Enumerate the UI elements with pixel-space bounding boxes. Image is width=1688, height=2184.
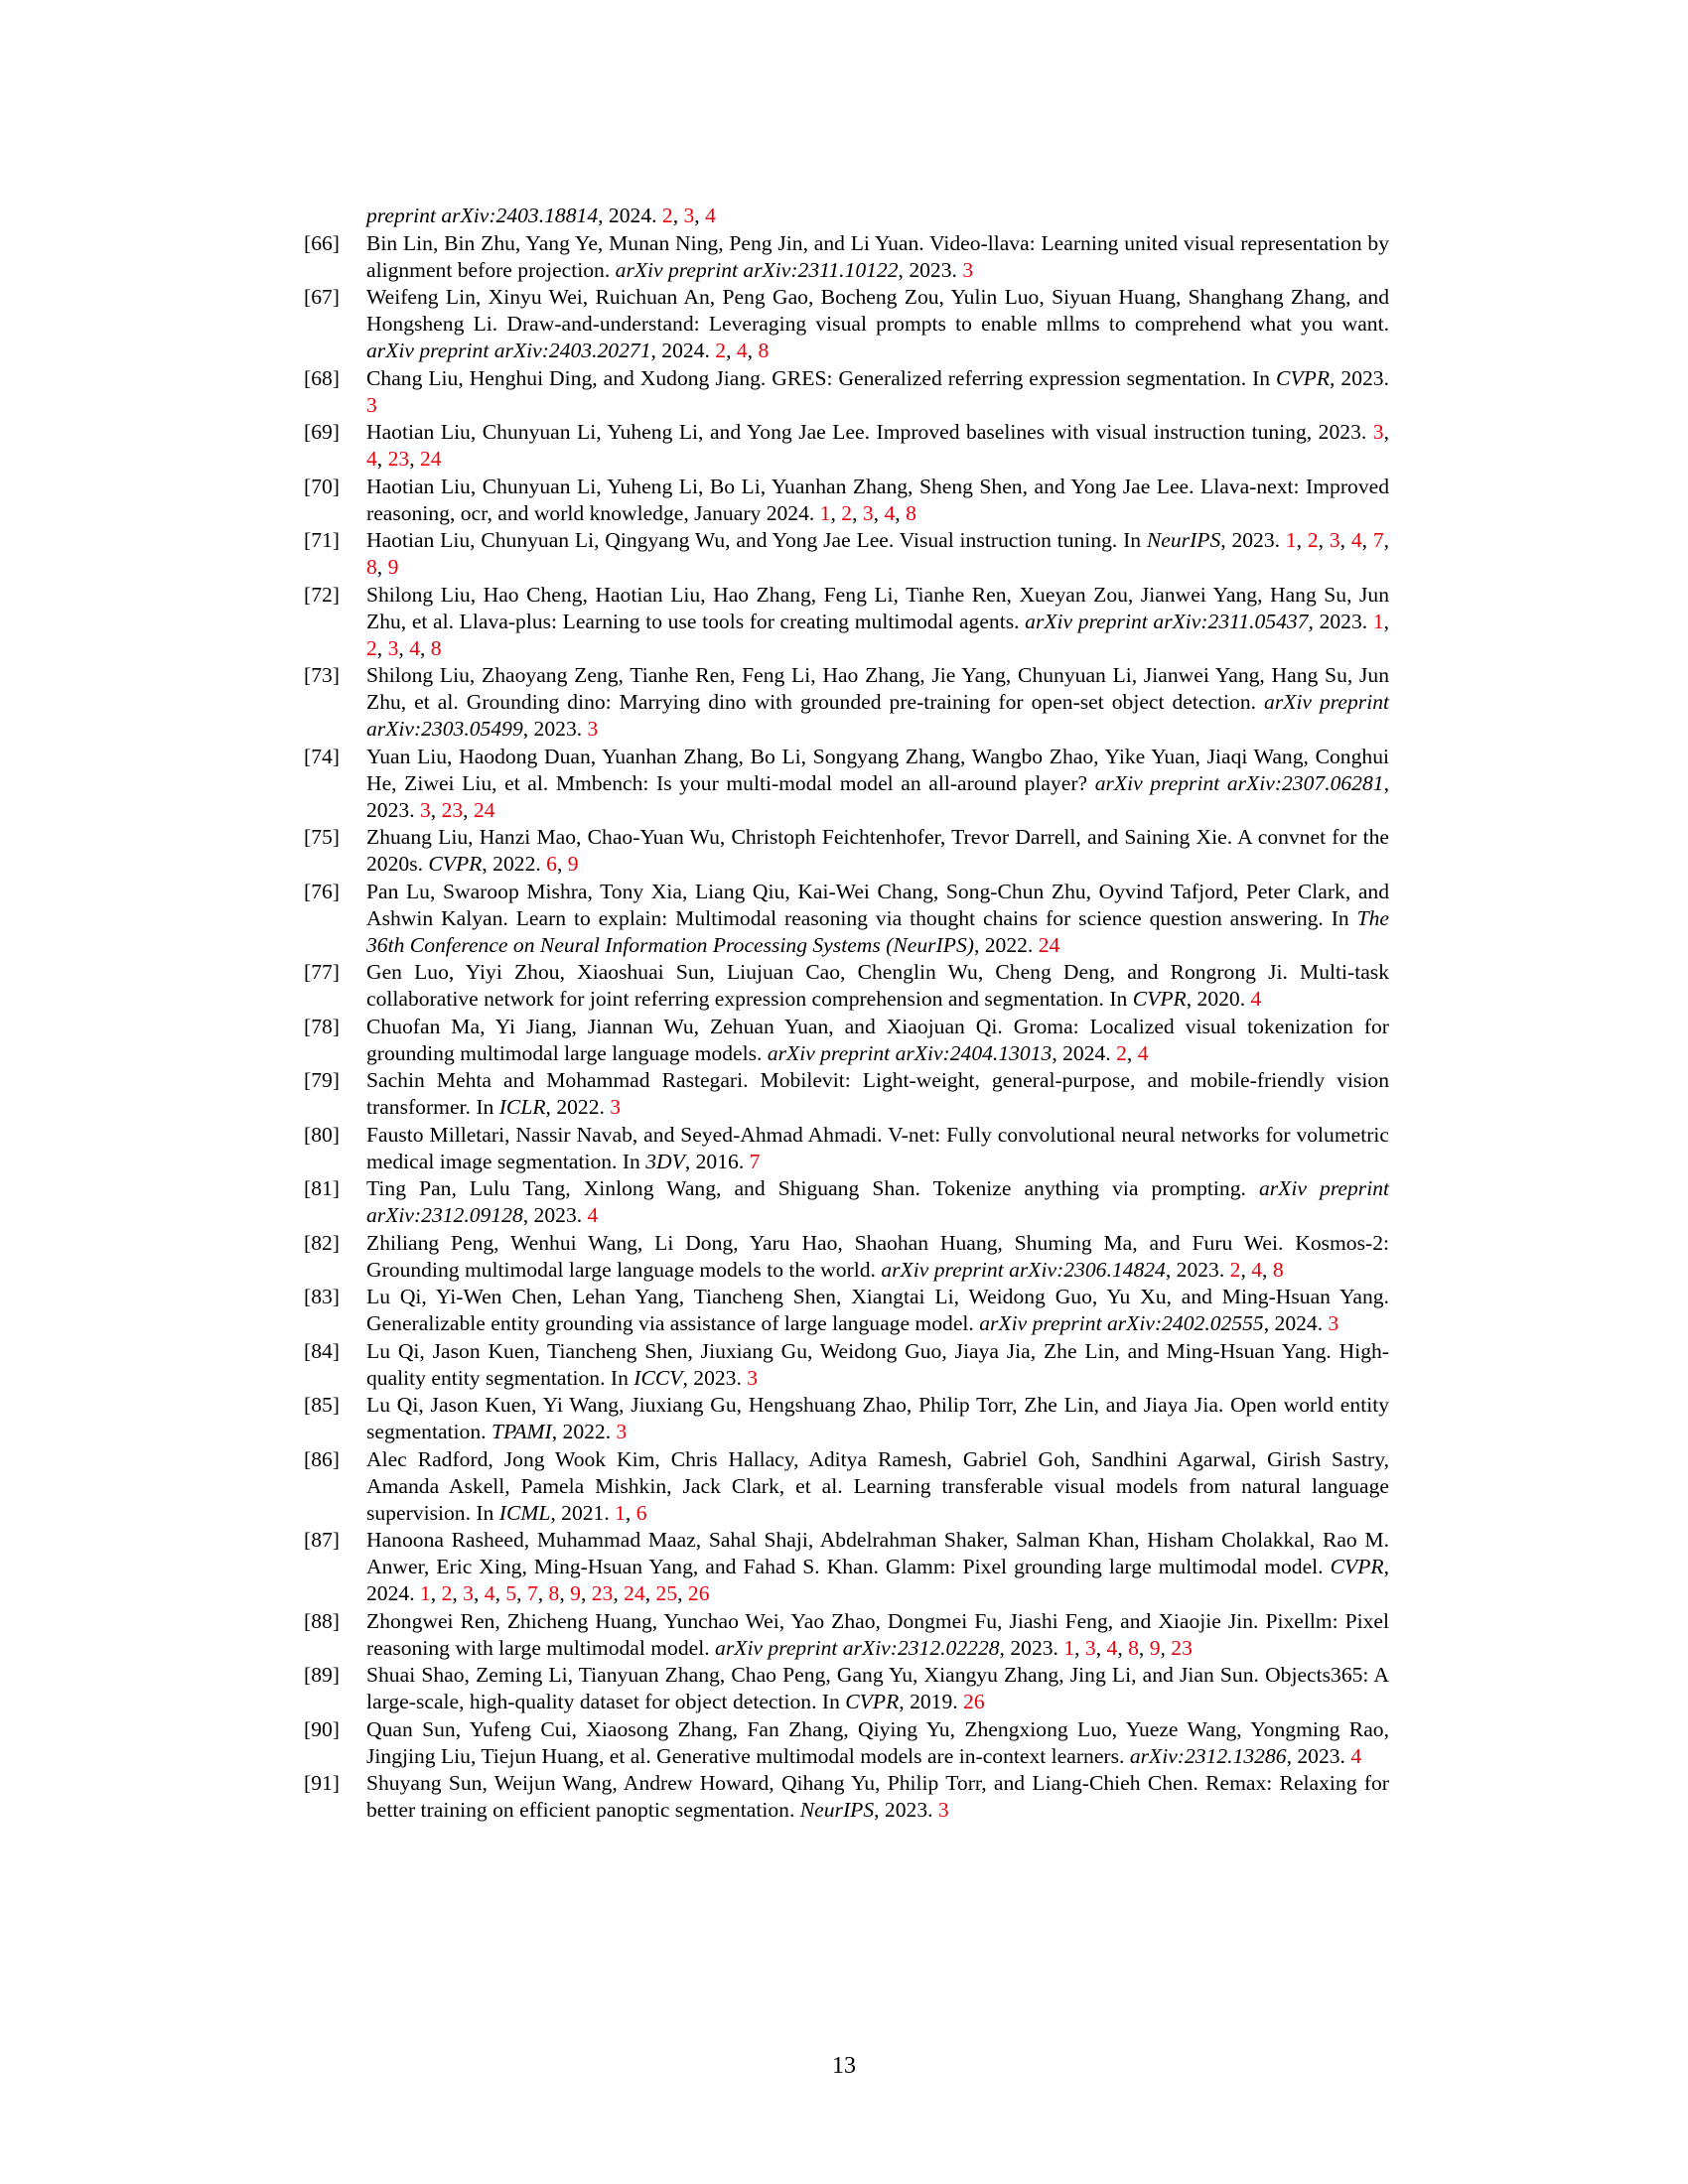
page-backlink[interactable]: 4	[1350, 1743, 1362, 1768]
page-backlink[interactable]: 23	[591, 1581, 614, 1605]
reference-text: Shuai Shao, Zeming Li, Tianyuan Zhang, Chao Peng, Gang Yu, Xiangyu Zhang, Jing Li, and Jian Sun. Objects365: A large-scale, high-quality dataset for object detection. In	[366, 1663, 1389, 1713]
page-backlink[interactable]: 8	[906, 500, 916, 525]
page-backlink[interactable]: 3	[366, 392, 377, 417]
reference-number: [73]	[304, 663, 340, 687]
reference-text: Hanoona Rasheed, Muhammad Maaz, Sahal Shaji, Abdelrahman Shaker, Salman Khan, Hisham Cholakkal, Rao M. Anwer, Eric Xing, Ming-Hsuan Yang, and Fahad S. Khan. Glamm: Pixel grounding large multimodal model.	[366, 1528, 1389, 1578]
reference-entry: [86] Alec Radford, Jong Wook Kim, Chris Hallacy, Aditya Ramesh, Gabriel Goh, Sandhini Agarwal, Girish Sastry, Amanda Askell, Pamela Mishkin, Jack Clark, et al. Learning transferable visual models from natural language supervision. In ICML, 2021. 1, 6	[304, 1446, 1389, 1525]
reference-entry	[304, 662, 1389, 743]
reference-venue: arXiv preprint arXiv:2403.20271	[366, 339, 651, 362]
reference-text: , 2019.	[899, 1690, 964, 1713]
reference-venue: arXiv preprint arXiv:2303.05499	[366, 690, 1389, 741]
reference-text: , 2021.	[550, 1500, 616, 1525]
reference-venue: ICML	[498, 1500, 551, 1525]
reference-number: [69]	[304, 420, 340, 444]
page-backlink[interactable]: 8	[548, 1581, 560, 1605]
reference-venue: preprint arXiv:2403.18814	[366, 204, 599, 227]
reference-number: [67]	[304, 285, 340, 309]
reference-entry: [88] Zhongwei Ren, Zhicheng Huang, Yunchao Wei, Yao Zhao, Dongmei Fu, Jiashi Feng, and Xiaojie Jin. Pixellm: Pixel reasoning with large multimodal model. arXiv preprint arXiv:2312.02228, 2023. 1, 3, 4, 8, 9, 23	[304, 1608, 1389, 1660]
reference-text: Alec Radford, Jong Wook Kim, Chris Hallacy, Aditya Ramesh, Gabriel Goh, Sandhini Agarwal, Girish Sastry, Amanda Askell, Pamela Mishkin, Jack Clark, et al. Learning transferable visual models from natural language supervision. In	[366, 1446, 1389, 1525]
page-backlink[interactable]: 2	[1116, 1040, 1127, 1065]
reference-entry: preprint arXiv:2403.18814, 2024. 2, 3, 4	[366, 204, 716, 227]
reference-venue: arXiv preprint arXiv:2312.09128	[366, 1176, 1389, 1227]
page-backlink[interactable]: 1	[1372, 609, 1384, 633]
page-backlink[interactable]: 8	[1272, 1257, 1284, 1282]
page-backlink[interactable]: 23	[1171, 1635, 1193, 1660]
reference-text: , 2024.	[366, 1555, 1389, 1605]
page-backlink[interactable]: 9	[387, 555, 399, 579]
page-backlink[interactable]: 2	[441, 1581, 453, 1605]
page-backlink[interactable]: 4	[409, 635, 420, 660]
reference-text: , 2023.	[1165, 1257, 1230, 1282]
reference-text: , 2022.	[551, 1420, 617, 1443]
reference-venue: arXiv preprint arXiv:2404.13013	[767, 1040, 1053, 1065]
reference-venue: arXiv preprint arXiv:2402.02555	[979, 1311, 1264, 1335]
page-backlink[interactable]: 4	[366, 447, 377, 471]
reference-text: , 2016.	[684, 1149, 750, 1173]
reference-number: [78]	[304, 1014, 340, 1038]
page-backlink[interactable]: 4	[1250, 987, 1262, 1011]
reference-text: , 2023.	[366, 770, 1389, 822]
reference-text: Haotian Liu, Chunyuan Li, Yuheng Li, and Yong Jae Lee. Improved baselines with visual instruction tuning, 2023.	[366, 420, 1373, 444]
page-backlink[interactable]: 8	[758, 339, 770, 362]
reference-entry	[304, 1122, 1389, 1175]
reference-text: , 2023.	[1330, 365, 1389, 390]
page-backlink[interactable]: 1	[1285, 528, 1297, 552]
reference-number: [91]	[304, 1771, 340, 1795]
reference-entry	[304, 1770, 1389, 1824]
reference-text: , 2023.	[522, 1203, 588, 1227]
reference-venue: TPAMI	[491, 1420, 552, 1443]
reference-text: Zhuang Liu, Hanzi Mao, Chao-Yuan Wu, Christoph Feichtenhofer, Trevor Darrell, and Saining Xie. A convnet for the 2020s.	[366, 825, 1389, 876]
reference-text: Zhiliang Peng, Wenhui Wang, Li Dong, Yaru Hao, Shaohan Huang, Shuming Ma, and Furu Wei. Kosmos-2: Grounding multimodal large language models to the world.	[366, 1230, 1389, 1282]
reference-text: , 2023.	[999, 1635, 1064, 1660]
reference-text: Sachin Mehta and Mohammad Rastegari. Mobilevit: Light-weight, general-purpose, and mobile-friendly vision transformer. In	[366, 1068, 1389, 1119]
page-backlink[interactable]: 2	[366, 635, 377, 660]
page-backlink[interactable]: 4	[884, 500, 896, 525]
reference-number: [83]	[304, 1285, 340, 1308]
reference-entry	[304, 365, 1389, 419]
page-backlink[interactable]: 3	[610, 1095, 622, 1119]
reference-number: [79]	[304, 1068, 340, 1092]
page-backlink[interactable]: 2	[715, 339, 727, 362]
reference-entry: [70] Haotian Liu, Chunyuan Li, Yuheng Li, Bo Li, Yuanhan Zhang, Sheng Shen, and Yong Jae Lee. Llava-next: Improved reasoning, ocr, and world knowledge, January 2024. 1, 2, 3, 4, 8	[304, 474, 1389, 525]
reference-text: Lu Qi, Jason Kuen, Tiancheng Shen, Jiuxiang Gu, Weidong Guo, Jiaya Jia, Zhe Lin, and Ming-Hsuan Yang. High-quality entity segmentation. In	[366, 1338, 1389, 1390]
page-backlink[interactable]: 24	[473, 797, 495, 822]
reference-entry: [75] Zhuang Liu, Hanzi Mao, Chao-Yuan Wu, Christoph Feichtenhofer, Trevor Darrell, and Saining Xie. A convnet for the 2020s. CVPR, 2022. 6, 9	[304, 825, 1389, 876]
reference-text: Lu Qi, Jason Kuen, Yi Wang, Jiuxiang Gu, Hengshuang Zhao, Philip Torr, Zhe Lin, and Jiaya Jia. Open world entity segmentation.	[366, 1393, 1389, 1443]
reference-number: [87]	[304, 1528, 340, 1552]
reference-venue: arXiv preprint arXiv:2306.14824	[881, 1257, 1166, 1282]
page-backlink[interactable]: 3	[937, 1798, 949, 1822]
reference-entry	[304, 1716, 1389, 1770]
reference-venue: The 36th Conference on Neural Information Processing Systems (NeurIPS)	[366, 905, 1389, 957]
reference-text: , 2023.	[1286, 1743, 1351, 1768]
page-backlink[interactable]: 3	[1329, 528, 1340, 552]
reference-text: , 2024.	[598, 204, 662, 227]
page-backlink[interactable]: 8	[1128, 1635, 1139, 1660]
reference-number: [89]	[304, 1663, 340, 1687]
reference-text: Haotian Liu, Chunyuan Li, Yuheng Li, Bo Li, Yuanhan Zhang, Sheng Shen, and Yong Jae Lee. Llava-next: Improved reasoning, ocr, and world knowledge, January 2024.	[366, 474, 1389, 525]
reference-text: Shilong Liu, Zhaoyang Zeng, Tianhe Ren, Feng Li, Hao Zhang, Jie Yang, Chunyuan Li, Jianwei Yang, Hang Su, Jun Zhu, et al. Grounding dino: Marrying dino with grounded pre-training for open-set object detection.	[366, 663, 1389, 714]
reference-entry	[304, 1338, 1389, 1392]
page-backlink[interactable]: 4	[705, 204, 716, 227]
reference-text: Chuofan Ma, Yi Jiang, Jiannan Wu, Zehuan Yuan, and Xiaojuan Qi. Groma: Localized visual tokenization for grounding multimodal large language models.	[366, 1014, 1389, 1065]
reference-venue: arXiv preprint arXiv:2312.02228	[715, 1635, 1000, 1660]
reference-venue: CVPR	[845, 1690, 900, 1713]
page-backlink[interactable]: 8	[366, 555, 377, 579]
reference-entry: [74] Yuan Liu, Haodong Duan, Yuanhan Zhang, Bo Li, Songyang Zhang, Wangbo Zhao, Yike Yuan, Jiaqi Wang, Conghui He, Ziwei Liu, et al. Mmbench: Is your multi-modal model an all-around player? arXiv preprint arXiv:2307.06281, 2023. 3, 23, 24	[304, 744, 1389, 822]
page-backlink[interactable]: 3	[463, 1581, 474, 1605]
page-number: 13	[832, 2053, 856, 2079]
reference-text: Fausto Milletari, Nassir Navab, and Seyed-Ahmad Ahmadi. V-net: Fully convolutional neural networks for volumetric medical image segmentation. In	[366, 1122, 1389, 1173]
page-backlink[interactable]: 4	[1251, 1257, 1263, 1282]
page-backlink[interactable]: 4	[1106, 1635, 1118, 1660]
page-backlink[interactable]: 3	[747, 1365, 759, 1390]
page-backlink[interactable]: 3	[587, 717, 599, 741]
page-backlink[interactable]: 3	[616, 1420, 628, 1443]
reference-text: Chang Liu, Henghui Ding, and Xudong Jiang. GRES: Generalized referring expression segmentation. In	[366, 365, 1277, 390]
page-backlink[interactable]: 24	[1038, 932, 1060, 957]
page-backlink[interactable]: 2	[841, 500, 853, 525]
reference-text: , 2022.	[482, 852, 547, 876]
reference-text: Shilong Liu, Hao Cheng, Haotian Liu, Hao Zhang, Feng Li, Tianhe Ren, Xueyan Zou, Jianwei Yang, Hang Su, Jun Zhu, et al. Llava-plus: Learning to use tools for creating multimodal agents.	[366, 582, 1389, 633]
reference-number: [75]	[304, 825, 340, 849]
reference-text: Ting Pan, Lulu Tang, Xinlong Wang, and Shiguang Shan. Tokenize anything via prompting.	[366, 1176, 1259, 1200]
reference-number: [77]	[304, 960, 340, 984]
page-backlink[interactable]: 4	[587, 1203, 599, 1227]
reference-text: Yuan Liu, Haodong Duan, Yuanhan Zhang, Bo Li, Songyang Zhang, Wangbo Zhao, Yike Yuan, Jiaqi Wang, Conghui He, Ziwei Liu, et al. Mmbench: Is your multi-modal model an all-around player?	[366, 744, 1389, 795]
reference-entry: [87] Hanoona Rasheed, Muhammad Maaz, Sahal Shaji, Abdelrahman Shaker, Salman Khan, Hisham Cholakkal, Rao M. Anwer, Eric Xing, Ming-Hsuan Yang, and Fahad S. Khan. Glamm: Pixel grounding large multimodal model. CVPR, 2024. 1, 2, 3, 4, 5, 7, 8, 9, 23, 24, 25, 26	[304, 1528, 1389, 1605]
reference-text: Shuyang Sun, Weijun Wang, Andrew Howard, Qihang Yu, Philip Torr, and Liang-Chieh Chen. Remax: Relaxing for better training on efficient panoptic segmentation.	[366, 1771, 1389, 1822]
reference-entry: [71] Haotian Liu, Chunyuan Li, Qingyang Wu, and Yong Jae Lee. Visual instruction tuning. In NeurIPS, 2023. 1, 2, 3, 4, 7, 8, 9	[304, 528, 1390, 579]
page-backlink[interactable]: 2	[1229, 1257, 1241, 1282]
page-backlink[interactable]: 7	[749, 1149, 761, 1173]
reference-number: [76]	[304, 879, 340, 903]
reference-text: Zhongwei Ren, Zhicheng Huang, Yunchao Wei, Yao Zhao, Dongmei Fu, Jiashi Feng, and Xiaojie Jin. Pixellm: Pixel reasoning with large multimodal model.	[366, 1608, 1389, 1660]
reference-entry	[304, 959, 1389, 1013]
page-backlink[interactable]: 9	[1149, 1635, 1161, 1660]
reference-entry: [78] Chuofan Ma, Yi Jiang, Jiannan Wu, Zehuan Yuan, and Xiaojuan Qi. Groma: Localized visual tokenization for grounding multimodal large language models. arXiv preprint arXiv:2404.13013, 2024. 2, 4	[304, 1014, 1389, 1065]
reference-venue: 3DV	[645, 1149, 685, 1173]
reference-venue: arXiv:2312.13286	[1129, 1743, 1287, 1768]
reference-number: [74]	[304, 744, 340, 768]
reference-text: Quan Sun, Yufeng Cui, Xiaosong Zhang, Fan Zhang, Qiying Yu, Zhengxiong Luo, Yueze Wang, Yongming Rao, Jingjing Liu, Tiejun Huang, et al. Generative multimodal models are in-context learners.	[366, 1716, 1389, 1768]
reference-entry	[304, 1175, 1389, 1229]
reference-venue: ICLR	[498, 1095, 546, 1119]
page-backlink[interactable]: 3	[419, 797, 431, 822]
reference-list	[304, 203, 1390, 1825]
reference-number: [86]	[304, 1446, 340, 1471]
reference-text: , 2023.	[1220, 528, 1286, 552]
reference-text: , 2020.	[1186, 987, 1251, 1011]
page-backlink[interactable]: 7	[526, 1581, 538, 1605]
page-backlink[interactable]: 4	[484, 1581, 495, 1605]
reference-venue: CVPR	[1330, 1555, 1384, 1578]
page-backlink[interactable]: 9	[570, 1581, 581, 1605]
page-backlink[interactable]: 3	[387, 635, 399, 660]
page-backlink[interactable]: 3	[862, 500, 874, 525]
reference-number: [72]	[304, 582, 340, 607]
page-backlink[interactable]: 26	[963, 1690, 985, 1713]
page-backlink[interactable]: 6	[546, 852, 557, 876]
page-backlink[interactable]: 7	[1372, 528, 1384, 552]
reference-number: [80]	[304, 1122, 340, 1147]
page-backlink[interactable]: 24	[419, 447, 442, 471]
reference-entry	[304, 1284, 1389, 1337]
reference-number: [81]	[304, 1176, 340, 1200]
page-backlink[interactable]: 8	[430, 635, 442, 660]
page-backlink[interactable]: 23	[387, 447, 410, 471]
reference-text: Pan Lu, Swaroop Mishra, Tony Xia, Liang Qiu, Kai-Wei Chang, Song-Chun Zhu, Oyvind Tafjord, Peter Clark, and Ashwin Kalyan. Learn to explain: Multimodal reasoning via thought chains for science question answering. In	[366, 879, 1389, 930]
reference-venue: NeurIPS	[1146, 528, 1221, 552]
page-backlink[interactable]: 4	[736, 339, 748, 362]
page-backlink[interactable]: 24	[624, 1581, 645, 1605]
reference-venue: arXiv preprint arXiv:2307.06281	[1094, 770, 1384, 795]
page-backlink[interactable]: 3	[1328, 1311, 1339, 1335]
reference-text: Bin Lin, Bin Zhu, Yang Ye, Munan Ning, Peng Jin, and Li Yuan. Video-llava: Learning united visual representation by alignment before projection.	[366, 230, 1389, 282]
page-backlink[interactable]: 3	[1372, 420, 1384, 444]
reference-text: , 2022.	[973, 932, 1039, 957]
page-backlink[interactable]: 1	[1063, 1635, 1075, 1660]
reference-entry: [69] Haotian Liu, Chunyuan Li, Yuheng Li, and Yong Jae Lee. Improved baselines with visual instruction tuning, 2023. 3, 4, 23, 24	[304, 420, 1389, 471]
page-backlink[interactable]: 4	[1350, 528, 1362, 552]
reference-text: , 2024.	[1263, 1311, 1329, 1335]
reference-text: Gen Luo, Yiyi Zhou, Xiaoshuai Sun, Liujuan Cao, Chenglin Wu, Cheng Deng, and Rongrong Ji. Multi-task collaborative network for joint referring expression comprehension and segmentation. In	[366, 960, 1389, 1011]
reference-venue: arXiv preprint arXiv:2311.10122	[615, 257, 899, 282]
reference-text: , 2023.	[682, 1365, 748, 1390]
page-backlink[interactable]: 3	[683, 204, 695, 227]
page-backlink[interactable]: 4	[1137, 1040, 1149, 1065]
page-backlink[interactable]: 1	[819, 500, 831, 525]
reference-text: , 2024.	[650, 339, 716, 362]
reference-entry	[304, 1067, 1389, 1121]
reference-number: [90]	[304, 1716, 340, 1741]
reference-number: [82]	[304, 1230, 340, 1255]
reference-number: [66]	[304, 230, 340, 255]
reference-text: Weifeng Lin, Xinyu Wei, Ruichuan An, Peng Gao, Bocheng Zou, Yulin Luo, Siyuan Huang, Shanghang Zhang, and Hongsheng Li. Draw-and-understand: Leveraging visual prompts to enable mllms to comprehend what you want.	[366, 285, 1389, 336]
reference-number: [68]	[304, 365, 340, 390]
page-backlink[interactable]: 2	[661, 204, 673, 227]
page-backlink[interactable]: 3	[962, 257, 974, 282]
reference-entry	[304, 1662, 1389, 1715]
reference-text: Haotian Liu, Chunyuan Li, Qingyang Wu, and Yong Jae Lee. Visual instruction tuning. In	[366, 528, 1147, 552]
reference-text: , 2023.	[522, 717, 588, 741]
page-backlink[interactable]: 9	[567, 852, 579, 876]
reference-entry	[304, 1392, 1389, 1445]
reference-text: , 2023.	[874, 1798, 938, 1822]
reference-text: Lu Qi, Yi-Wen Chen, Lehan Yang, Tiancheng Shen, Xiangtai Li, Weidong Guo, Yu Xu, and Ming-Hsuan Yang. Generalizable entity grounding via assistance of large language model.	[366, 1285, 1389, 1335]
page-backlink[interactable]: 5	[505, 1581, 517, 1605]
reference-entry: [67] Weifeng Lin, Xinyu Wei, Ruichuan An, Peng Gao, Bocheng Zou, Yulin Luo, Siyuan Huang, Shanghang Zhang, and Hongsheng Li. Draw-and-understand: Leveraging visual prompts to enable mllms to comprehend what you want. arXiv preprint arXiv:2403.20271, 2024. 2, 4, 8	[304, 285, 1389, 362]
reference-number: [88]	[304, 1608, 340, 1633]
reference-venue: NeurIPS	[799, 1798, 875, 1822]
reference-entry: [72] Shilong Liu, Hao Cheng, Haotian Liu, Hao Zhang, Feng Li, Tianhe Ren, Xueyan Zou, Jianwei Yang, Hang Su, Jun Zhu, et al. Llava-plus: Learning to use tools for creating multimodal agents. arXiv preprint arXiv:2311.05437, 2023. 1, 2, 3, 4, 8	[304, 582, 1390, 660]
reference-number: [85]	[304, 1393, 340, 1417]
reference-entry	[304, 230, 1389, 284]
reference-venue: ICCV	[633, 1365, 683, 1390]
reference-venue: CVPR	[428, 852, 483, 876]
reference-number: [84]	[304, 1338, 340, 1363]
page-backlink[interactable]: 3	[1084, 1635, 1096, 1660]
page-backlink[interactable]: 23	[441, 797, 464, 822]
reference-entry: [82] Zhiliang Peng, Wenhui Wang, Li Dong, Yaru Hao, Shaohan Huang, Shuming Ma, and Furu Wei. Kosmos-2: Grounding multimodal large language models to the world. arXiv preprint arXiv:2306.14824, 2023. 2, 4, 8	[304, 1230, 1389, 1282]
page-backlink[interactable]: 25	[655, 1581, 678, 1605]
page-backlink[interactable]: 2	[1307, 528, 1319, 552]
reference-venue: CVPR	[1132, 987, 1187, 1011]
reference-text: , 2024.	[1052, 1040, 1117, 1065]
reference-number: [70]	[304, 474, 340, 498]
reference-entry	[304, 879, 1389, 959]
page-backlink[interactable]: 6	[635, 1500, 647, 1525]
reference-number: [71]	[304, 528, 340, 552]
reference-text: , 2023.	[898, 257, 963, 282]
reference-venue: arXiv preprint arXiv:2311.05437	[1025, 609, 1309, 633]
reference-venue: CVPR	[1276, 365, 1331, 390]
reference-text: , 2023.	[1308, 609, 1373, 633]
page-backlink[interactable]: 1	[419, 1581, 431, 1605]
reference-text: , 2022.	[545, 1095, 611, 1119]
page-backlink[interactable]: 26	[687, 1581, 710, 1605]
page-backlink[interactable]: 1	[615, 1500, 626, 1525]
